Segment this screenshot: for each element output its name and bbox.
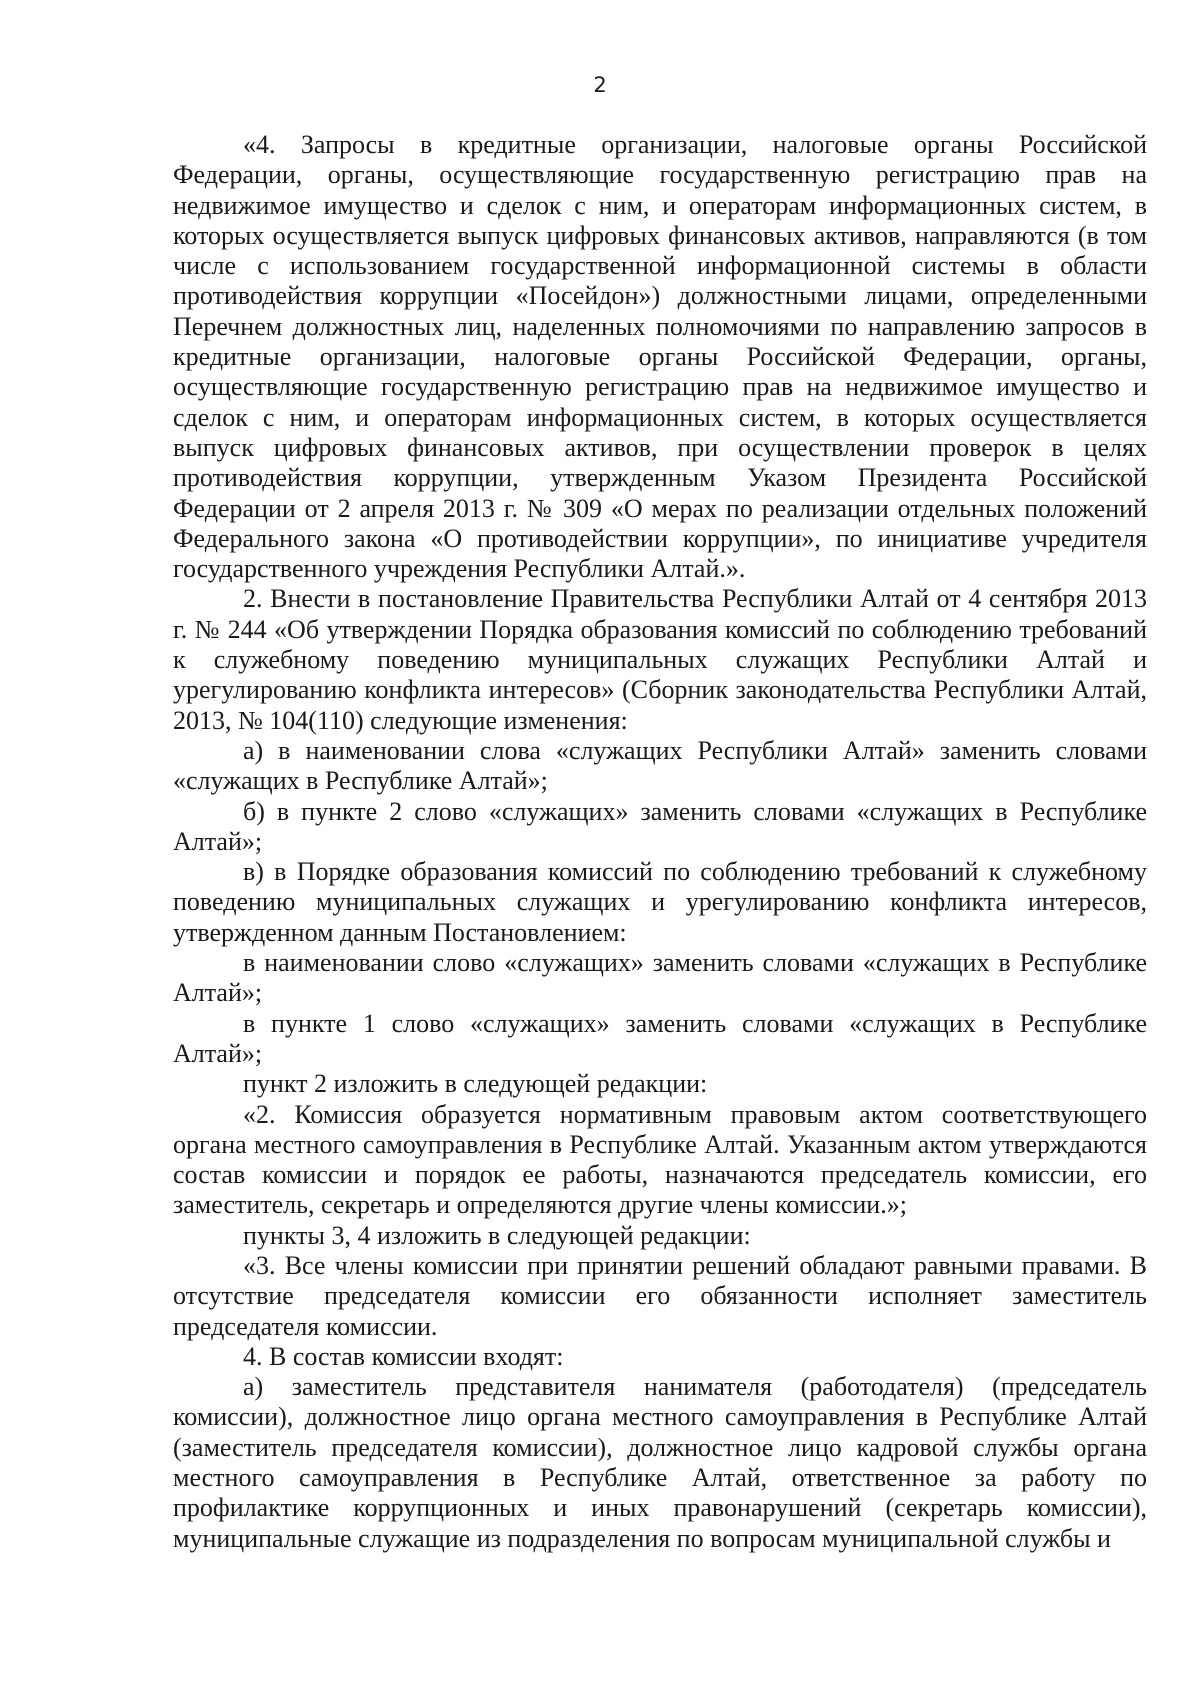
paragraph-2: 2. Внести в постановление Правительства Республики Алтай от 4 сентября 2013 г. № 244 «Об утверждении Порядка образования комиссий по соблюдению требований к служебному поведению муниципальных служащих Республики Алтай и урегулированию конфликта интересов» (Сборник законодательства Республики Алтай, 2013, № 104(110) следующие изменения:: [173, 584, 1147, 735]
page-number: 2: [593, 73, 607, 97]
paragraph-1: «4. Запросы в кредитные организации, налоговые органы Российской Федерации, органы, осуществляющие государственную регистрацию прав на недвижимое имущество и сделок с ним, и операторам информационных систем, в которых осуществляется выпуск цифровых финансовых активов, направляются (в том числе с использованием государственной информационной системы в области противодействия коррупции «Посейдон») должностными лицами, определенными Перечнем должностных лиц, наделенных полномочиями по направлению запросов в кредитные организации, налоговые органы Российской Федерации, органы, осуществляющие государственную регистрацию прав на недвижимое имущество и сделок с ним, и операторам информационных систем, в которых осуществляется выпуск цифровых финансовых активов, при осуществлении проверок в целях противодействия коррупции, утвержденным Указом Президента Российской Федерации от 2 апреля 2013 г. № 309 «О мерах по реализации отдельных положений Федерального закона «О противодействии коррупции», по инициативе учредителя государственного учреждения Республики Алтай.».: [173, 130, 1147, 584]
paragraph-10: пункты 3, 4 изложить в следующей редакции:: [243, 1220, 751, 1250]
paragraph-11: «3. Все члены комиссии при принятии решений обладают равными правами. В отсутствие председателя комиссии его обязанности исполняет заместитель председателя комиссии.: [173, 1250, 1147, 1341]
paragraph-6: в наименовании слово «служащих» заменить словами «служащих в Республике Алтай»;: [173, 948, 1147, 1008]
paragraph-7: в пункте 1 слово «служащих» заменить словами «служащих в Республике Алтай»;: [173, 1008, 1147, 1068]
paragraph-4: б) в пункте 2 слово «служащих» заменить словами «служащих в Республике Алтай»;: [173, 796, 1147, 856]
paragraph-9: «2. Комиссия образуется нормативным правовым актом соответствующего органа местного самоуправления в Республике Алтай. Указанным актом утверждаются состав комиссии и порядок ее работы, назначаются председатель комиссии, его заместитель, секретарь и определяются другие члены комиссии.»;: [173, 1099, 1147, 1220]
document-body: [173, 130, 1147, 1554]
paragraph-8: пункт 2 изложить в следующей редакции:: [243, 1069, 708, 1099]
paragraph-3: а) в наименовании слова «служащих Республики Алтай» заменить словами «служащих в Республике Алтай»;: [173, 735, 1147, 796]
paragraph-5: в) в Порядке образования комиссий по соблюдению требований к служебному поведению муниципальных служащих и урегулированию конфликта интересов, утвержденном данным Постановлением:: [173, 857, 1147, 947]
paragraph-12: 4. В состав комиссии входят:: [243, 1341, 564, 1371]
paragraph-13: а) заместитель представителя нанимателя (работодателя) (председатель комиссии), должностное лицо органа местного самоуправления в Республике Алтай (заместитель председателя комиссии), должностное лицо кадровой службы органа местного самоуправления в Республике Алтай, ответственное за работу по профилактике коррупционных и иных правонарушений (секретарь комиссии), муниципальные служащие из подразделения по вопросам муниципальной службы и: [173, 1372, 1147, 1553]
